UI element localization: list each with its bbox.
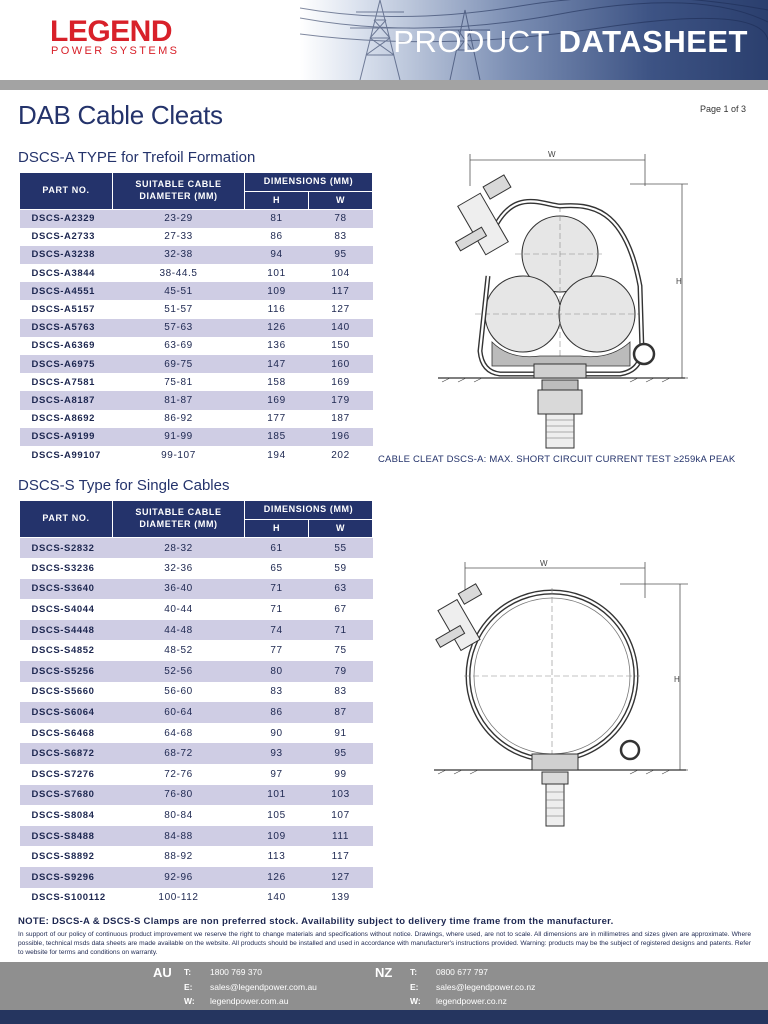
table-row — [20, 805, 373, 826]
dimension-label-w: W — [540, 559, 548, 568]
diameter-cell: 91-99 — [113, 428, 245, 446]
footer-nz-email[interactable]: sales@legendpower.co.nz — [436, 982, 536, 992]
diameter-cell: 64-68 — [113, 723, 245, 744]
footer-nz-email-label: E: — [410, 982, 419, 992]
table-row — [20, 867, 373, 888]
table-row — [20, 319, 373, 337]
part-number-cell: DSCS-S6872 — [20, 743, 113, 764]
part-number-cell: DSCS-A7581 — [20, 373, 113, 391]
part-number-cell: DSCS-A6975 — [20, 355, 113, 373]
part-number-cell: DSCS-A6369 — [20, 337, 113, 355]
height-cell: 140 — [245, 888, 309, 909]
table-row — [20, 785, 373, 806]
table-row — [20, 410, 373, 428]
width-cell: 63 — [309, 579, 373, 600]
width-cell: 71 — [309, 620, 373, 641]
footer-region-nz: NZ — [375, 965, 393, 980]
table-row — [20, 579, 373, 600]
diameter-cell: 92-96 — [113, 867, 245, 888]
col-header-diameter: SUITABLE CABLE DIAMETER (MM) — [113, 173, 245, 210]
height-cell: 136 — [245, 337, 309, 355]
diameter-cell: 32-38 — [113, 246, 245, 264]
part-number-cell: DSCS-S2832 — [20, 538, 113, 559]
part-number-cell: DSCS-A3238 — [20, 246, 113, 264]
diameter-cell: 51-57 — [113, 300, 245, 318]
width-cell: 95 — [309, 246, 373, 264]
dimension-label-h: H — [674, 675, 680, 684]
table-row — [20, 391, 373, 409]
diameter-cell: 56-60 — [113, 682, 245, 703]
brand-subtitle: POWER SYSTEMS — [51, 45, 180, 57]
table-row — [20, 428, 373, 446]
datasheet-title-bold: DATASHEET — [558, 24, 748, 59]
width-cell: 104 — [309, 264, 373, 282]
part-number-cell: DSCS-A5157 — [20, 300, 113, 318]
part-number-cell: DSCS-S4448 — [20, 620, 113, 641]
table-row — [20, 640, 373, 661]
width-cell: 169 — [309, 373, 373, 391]
footer-au-email[interactable]: sales@legendpower.com.au — [210, 982, 317, 992]
footer-au-phone[interactable]: 1800 769 370 — [210, 967, 262, 977]
table-row — [20, 355, 373, 373]
table-row — [20, 300, 373, 318]
part-number-cell: DSCS-S5256 — [20, 661, 113, 682]
width-cell: 117 — [309, 282, 373, 300]
table-row — [20, 826, 373, 847]
width-cell: 107 — [309, 805, 373, 826]
width-cell: 83 — [309, 682, 373, 703]
diameter-cell: 75-81 — [113, 373, 245, 391]
table-row — [20, 446, 373, 464]
header-divider — [0, 80, 768, 90]
footer-region-au: AU — [153, 965, 172, 980]
table-row — [20, 743, 373, 764]
dimension-label-h: H — [676, 277, 682, 286]
diameter-cell: 69-75 — [113, 355, 245, 373]
part-number-cell: DSCS-S5660 — [20, 682, 113, 703]
diameter-cell: 86-92 — [113, 410, 245, 428]
datasheet-title-light: PRODUCT — [393, 24, 550, 59]
part-number-cell: DSCS-A8692 — [20, 410, 113, 428]
part-number-cell: DSCS-S7276 — [20, 764, 113, 785]
disclaimer-text: In support of our policy of continuous product improvement we reserve the right to change materials and specifications without notice. Drawings, where used, are not to scale. All dimensions are in millimetres and sizes given are approximate. Where possible, technical msds data sheets are made available on the website. All products should be installed and used in accordance with manufacturer's instructions provided. Warning: products may be the subject of registered designs and patents. Refer to website for terms and conditions on warranty. — [18, 931, 751, 957]
height-cell: 93 — [245, 743, 309, 764]
footer-au-web[interactable]: legendpower.com.au — [210, 996, 289, 1006]
height-cell: 74 — [245, 620, 309, 641]
footer-au-web-label: W: — [184, 996, 195, 1006]
width-cell: 78 — [309, 210, 373, 228]
table-row — [20, 888, 373, 909]
diameter-cell: 23-29 — [113, 210, 245, 228]
height-cell: 77 — [245, 640, 309, 661]
datasheet-title — [393, 26, 748, 57]
table-row — [20, 682, 373, 703]
part-number-cell: DSCS-A99107 — [20, 446, 113, 464]
diameter-cell: 45-51 — [113, 282, 245, 300]
width-cell: 140 — [309, 319, 373, 337]
height-cell: 147 — [245, 355, 309, 373]
table-row — [20, 210, 373, 228]
part-number-cell: DSCS-A5763 — [20, 319, 113, 337]
table-row — [20, 337, 373, 355]
width-cell: 139 — [309, 888, 373, 909]
width-cell: 95 — [309, 743, 373, 764]
brand-logo: LEGEND — [50, 15, 173, 48]
width-cell: 127 — [309, 300, 373, 318]
dimension-label-w: W — [548, 150, 556, 159]
table-row — [20, 373, 373, 391]
diameter-cell: 63-69 — [113, 337, 245, 355]
part-number-cell: DSCS-A9199 — [20, 428, 113, 446]
table-row — [20, 246, 373, 264]
part-number-cell: DSCS-A2329 — [20, 210, 113, 228]
diameter-cell: 72-76 — [113, 764, 245, 785]
footer-band — [0, 1010, 768, 1024]
section-title-dscs-a: DSCS-A TYPE for Trefoil Formation — [18, 149, 256, 166]
part-number-cell: DSCS-S4852 — [20, 640, 113, 661]
height-cell: 101 — [245, 264, 309, 282]
diameter-cell: 99-107 — [113, 446, 245, 464]
width-cell: 160 — [309, 355, 373, 373]
width-cell: 202 — [309, 446, 373, 464]
height-cell: 97 — [245, 764, 309, 785]
diameter-cell: 76-80 — [113, 785, 245, 806]
width-cell: 79 — [309, 661, 373, 682]
height-cell: 71 — [245, 599, 309, 620]
height-cell: 71 — [245, 579, 309, 600]
stock-note: NOTE: DSCS-A & DSCS-S Clamps are non preferred stock. Availability subject to delivery time frame from the manufacturer. — [18, 916, 614, 927]
diameter-cell: 88-92 — [113, 846, 245, 867]
part-number-cell: DSCS-A4551 — [20, 282, 113, 300]
width-cell: 179 — [309, 391, 373, 409]
single-cleat-drawing — [430, 558, 690, 830]
diameter-cell: 52-56 — [113, 661, 245, 682]
part-number-cell: DSCS-S6468 — [20, 723, 113, 744]
height-cell: 158 — [245, 373, 309, 391]
section-title-dscs-s: DSCS-S Type for Single Cables — [18, 477, 230, 494]
col-header-w: W — [309, 520, 373, 538]
footer-au-email-label: E: — [184, 982, 193, 992]
width-cell: 103 — [309, 785, 373, 806]
table-dscs-s — [19, 500, 373, 908]
height-cell: 86 — [245, 702, 309, 723]
height-cell: 194 — [245, 446, 309, 464]
width-cell: 67 — [309, 599, 373, 620]
part-number-cell: DSCS-S4044 — [20, 599, 113, 620]
height-cell: 109 — [245, 282, 309, 300]
part-number-cell: DSCS-S9296 — [20, 867, 113, 888]
part-number-cell: DSCS-S7680 — [20, 785, 113, 806]
height-cell: 113 — [245, 846, 309, 867]
part-number-cell: DSCS-S8892 — [20, 846, 113, 867]
diameter-cell: 57-63 — [113, 319, 245, 337]
table-row — [20, 228, 373, 246]
footer-nz-web[interactable]: legendpower.co.nz — [436, 996, 507, 1006]
height-cell: 101 — [245, 785, 309, 806]
col-header-part-no: PART NO. — [20, 173, 113, 210]
height-cell: 86 — [245, 228, 309, 246]
footer-nz-web-label: W: — [410, 996, 421, 1006]
table-dscs-a-body — [20, 210, 373, 465]
diameter-cell: 100-112 — [113, 888, 245, 909]
col-header-dimensions: DIMENSIONS (MM) — [245, 501, 373, 520]
table-row — [20, 661, 373, 682]
height-cell: 90 — [245, 723, 309, 744]
part-number-cell: DSCS-S3236 — [20, 558, 113, 579]
table-row — [20, 264, 373, 282]
width-cell: 150 — [309, 337, 373, 355]
height-cell: 80 — [245, 661, 309, 682]
footer-nz-phone-label: T: — [410, 967, 418, 977]
part-number-cell: DSCS-S6064 — [20, 702, 113, 723]
width-cell: 117 — [309, 846, 373, 867]
table-dscs-s-body — [20, 538, 373, 909]
width-cell: 99 — [309, 764, 373, 785]
part-number-cell: DSCS-A3844 — [20, 264, 113, 282]
col-header-h: H — [245, 520, 309, 538]
height-cell: 169 — [245, 391, 309, 409]
table-row — [20, 558, 373, 579]
col-header-part-no: PART NO. — [20, 501, 113, 538]
height-cell: 83 — [245, 682, 309, 703]
table-row — [20, 764, 373, 785]
col-header-dimensions: DIMENSIONS (MM) — [245, 173, 373, 192]
part-number-cell: DSCS-A2733 — [20, 228, 113, 246]
part-number-cell: DSCS-S8488 — [20, 826, 113, 847]
table-row — [20, 599, 373, 620]
part-number-cell: DSCS-S3640 — [20, 579, 113, 600]
footer-nz-phone[interactable]: 0800 677 797 — [436, 967, 488, 977]
diameter-cell: 80-84 — [113, 805, 245, 826]
page-title: DAB Cable Cleats — [18, 100, 223, 130]
height-cell: 185 — [245, 428, 309, 446]
height-cell: 126 — [245, 867, 309, 888]
width-cell: 83 — [309, 228, 373, 246]
table-row — [20, 282, 373, 300]
diameter-cell: 68-72 — [113, 743, 245, 764]
table-row — [20, 723, 373, 744]
part-number-cell: DSCS-A8187 — [20, 391, 113, 409]
width-cell: 187 — [309, 410, 373, 428]
diameter-cell: 28-32 — [113, 538, 245, 559]
page-header — [0, 0, 768, 80]
col-header-diameter: SUITABLE CABLE DIAMETER (MM) — [113, 501, 245, 538]
trefoil-cleat-drawing — [430, 146, 690, 451]
diameter-cell: 60-64 — [113, 702, 245, 723]
diameter-cell: 48-52 — [113, 640, 245, 661]
diameter-cell: 27-33 — [113, 228, 245, 246]
table-row — [20, 846, 373, 867]
height-cell: 65 — [245, 558, 309, 579]
height-cell: 81 — [245, 210, 309, 228]
table-row — [20, 620, 373, 641]
width-cell: 91 — [309, 723, 373, 744]
col-header-h: H — [245, 192, 309, 210]
footer-au-phone-label: T: — [184, 967, 192, 977]
height-cell: 126 — [245, 319, 309, 337]
height-cell: 61 — [245, 538, 309, 559]
height-cell: 94 — [245, 246, 309, 264]
page-number: Page 1 of 3 — [699, 104, 746, 114]
part-number-cell: DSCS-S8084 — [20, 805, 113, 826]
height-cell: 177 — [245, 410, 309, 428]
part-number-cell: DSCS-S100112 — [20, 888, 113, 909]
height-cell: 105 — [245, 805, 309, 826]
diameter-cell: 40-44 — [113, 599, 245, 620]
diameter-cell: 44-48 — [113, 620, 245, 641]
table-dscs-a — [19, 172, 373, 464]
diameter-cell: 81-87 — [113, 391, 245, 409]
diameter-cell: 32-36 — [113, 558, 245, 579]
diameter-cell: 38-44.5 — [113, 264, 245, 282]
col-header-w: W — [309, 192, 373, 210]
width-cell: 87 — [309, 702, 373, 723]
width-cell: 196 — [309, 428, 373, 446]
diameter-cell: 84-88 — [113, 826, 245, 847]
width-cell: 59 — [309, 558, 373, 579]
height-cell: 109 — [245, 826, 309, 847]
height-cell: 116 — [245, 300, 309, 318]
diameter-cell: 36-40 — [113, 579, 245, 600]
width-cell: 55 — [309, 538, 373, 559]
width-cell: 111 — [309, 826, 373, 847]
table-row — [20, 702, 373, 723]
table-row — [20, 538, 373, 559]
drawing-caption: CABLE CLEAT DSCS-A: MAX. SHORT CIRCUIT CURRENT TEST ≥259kA PEAK — [378, 454, 736, 465]
width-cell: 127 — [309, 867, 373, 888]
width-cell: 75 — [309, 640, 373, 661]
